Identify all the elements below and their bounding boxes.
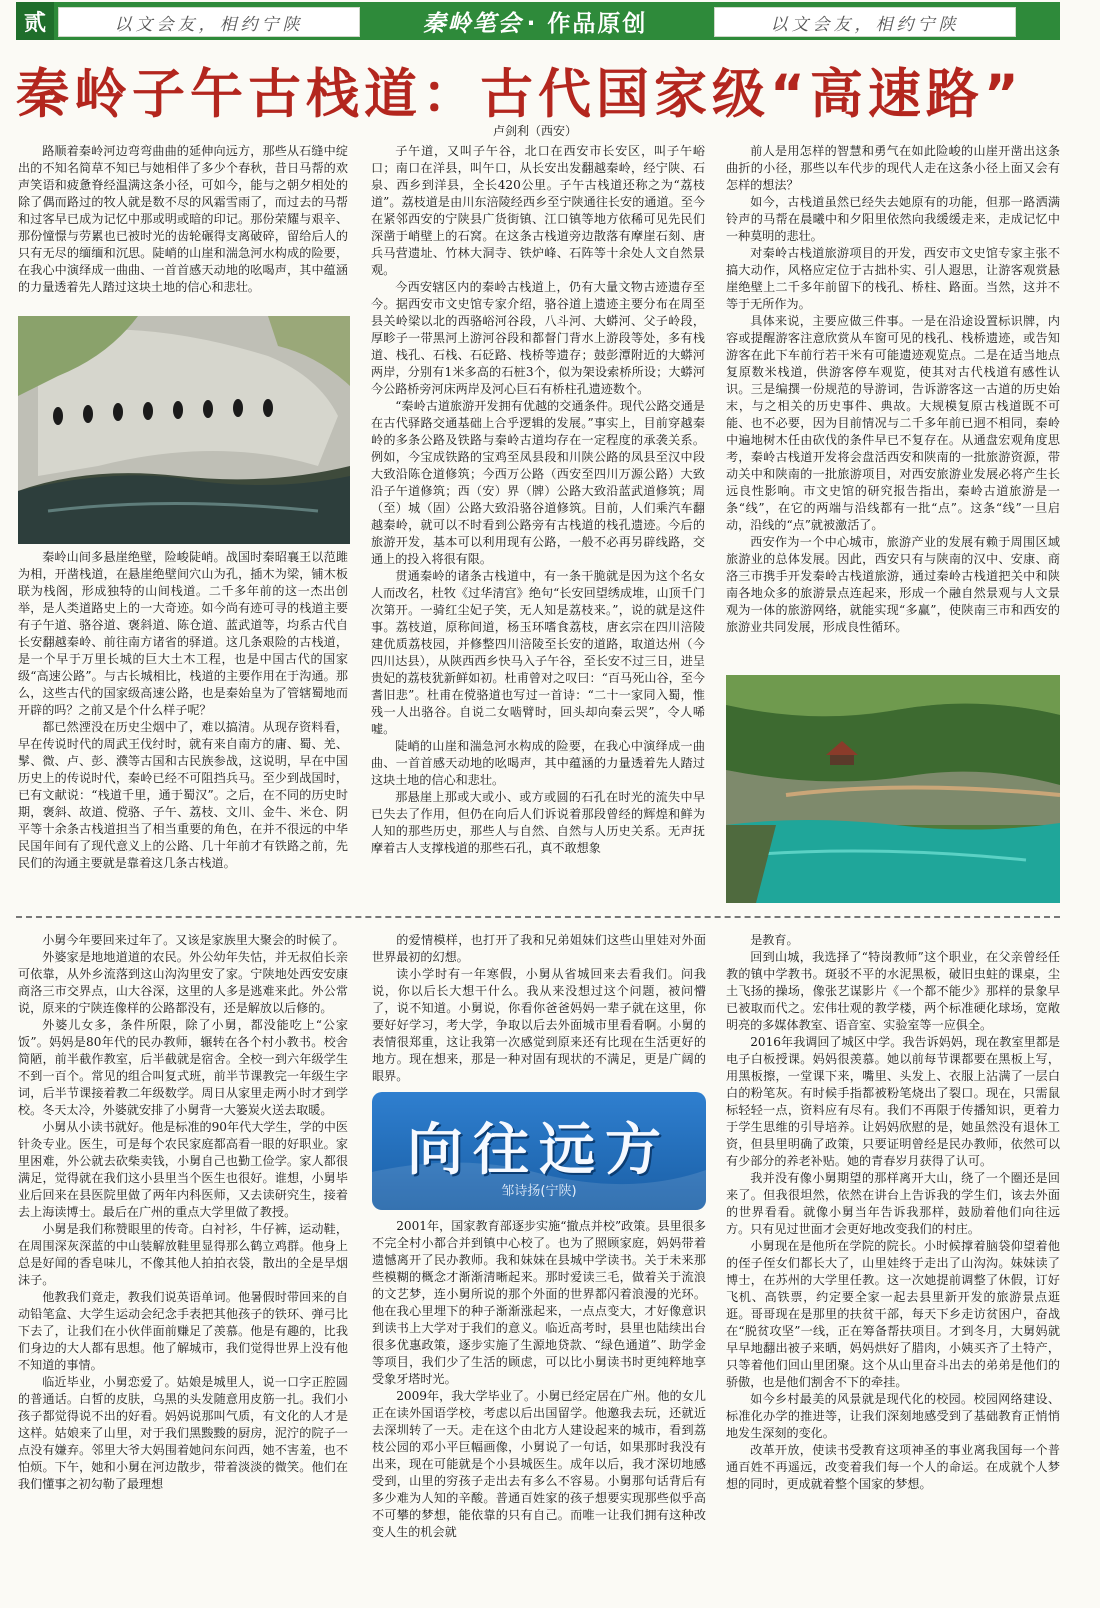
paragraph: 贯通秦岭的诸条古栈道中，有一条干脆就是因为这个名女人而改名，杜牧《过华清宫》绝句“长安回望绣成堆，山顶千门次第开。一骑红尘妃子笑，无人知是荔枝来。”，说的就是这件事。荔枝道，原称间道，杨玉环嗜食荔枝，唐玄宗在四川涪陵建优质荔枝园，并修整四川涪陵至长安的道路，取道达州（今四川达县），从陕西西乡快马入子午谷，至长安不过三日，进呈贵妃的荔枝犹新鲜如初。杜甫曾对之叹曰：“百马死山谷，至今耆旧悲”。杜甫在傥骆道也写过一首诗：“二十一家同入蜀，惟残一人出骆谷。自说二女啮臂时，回头却向秦云哭”，令人唏嘘。 (371, 569, 705, 736)
paragraph: 具体来说，主要应做三件事。一是在沿途设置标识牌，内容或提醒游客注意欣赏从车窗可见的栈孔、栈桥遗迹，或告知游客在此下车前行若干米有可能遗迹观览点。二是在适当地点复原数米栈道，供游客停车观览，使其对古代栈道有感性认识。三是编撰一份规范的导游词，告诉游客这一古道的历史始末，与之相关的历史事件、典故。大规模复原古栈道既不可能、也不必要，因为目前情况与二千多年前已迥不相同，秦岭中遍地树木任由砍伐的条件早已不复存在。从通盘宏观角度思考，秦岭古栈道开发将会盘活西安和陕南的一批旅游资源，带动关中和陕南的一批旅游项目，对西安旅游业发展必将产生长远良性影响。市文史馆的研究报告指出，秦岭古道旅游是一条“线”，在它的两端与沿线都有一批“点”。这条“线”一旦启动，沿线的“点”就被激活了。 (726, 314, 1060, 532)
article2-column-1 (18, 932, 348, 1604)
paragraph: 西安作为一个中心城市，旅游产业的发展有赖于周围区域旅游业的总体发展。因此，西安只有与陕南的汉中、安康、商洛三市携手开发秦岭古栈道旅游，通过秦岭古栈道把关中和陕南各地众多的旅游景点连起来，形成一个融自然景观与人文景观为一体的旅游网络，就能实现“多赢”，使陕南三市和西安的旅游业共同发展，形成良性循环。 (726, 535, 1060, 634)
paragraph: 的爱情模样，也打开了我和兄弟姐妹们这些山里娃对外面世界最初的幻想。 (372, 933, 706, 964)
paragraph: 外婆儿女多，条件所限，除了小舅，都没能吃上“公家饭”。妈妈是80年代的民办教师，辗转在各个村小教书。校舍简陋，前半截作教室，后半截就是宿舍。全校一到六年级学生不到一百个。常见的组合叫复式班，前半节课教完一年级生字词，后半节课接着教二年级数学。周日从家里走两小时才到学校。冬天太冷，外婆就安排了小舅背一大篓炭火送去取暖。 (18, 1018, 348, 1117)
paragraph: 我并没有像小舅期望的那样离开大山，绕了一个圈还是回来了。但我很坦然，依然在讲台上告诉我的学生们，该去外面的世界看看。就像小舅当年告诉我那样，鼓励着他们向往远方。只有见过世面才会更好地改变我们的村庄。 (726, 1171, 1060, 1236)
article-byline: 卢剑利（西安） (493, 124, 578, 138)
section-heading (360, 2, 710, 40)
section-name: · 作品原创 (526, 10, 648, 37)
paragraph: “秦岭古道旅游开发拥有优越的交通条件。现代公路交通是在古代驿路交通基础上合乎逻辑的发展。”事实上，目前穿越秦岭的多条公路及铁路与秦岭古道均存在一定程度的承袭关系。例如，今宝成铁路的宝鸡至凤县段和川陕公路的凤县至汉中段大致沿陈仓道修筑；今西万公路（西安至四川万源公路）大致沿子午道修筑；西（安）界（牌）公路大致沿蓝武道修筑；周（至）城（固）公路大致沿骆谷道修筑。目前，人们乘汽车翻越秦岭，就可以不时看到公路旁有古栈道的栈孔遗迹。今后的旅游开发，基本可以利用现有公路，一般不必再另辟线路，交通上的投入将很有限。 (371, 399, 705, 566)
paragraph: 前人是用怎样的智慧和勇气在如此险峻的山崖开凿出这条曲折的小径，那些以车代步的现代人走在这条小径上面又会有怎样的想法？ (726, 144, 1060, 192)
paragraph: 秦岭山间多悬崖绝壁，险峻陡峭。战国时秦昭襄王以范雎为相，开凿栈道，在悬崖绝壁间穴山为孔，插木为梁，铺木板联为栈阁，形成独特的山间栈道。二千多年前的这一杰出创举，是人类道路史上的一大奇迹。如今尚有迹可寻的栈道主要有子午道、骆谷道、褒斜道、陈仓道、蓝武道等，均系古代自长安翻越秦岭、前往南方诸省的驿道。这几条艰险的古栈道，是一个早于万里长城的巨大土木工程，也是中国古代的国家级“高速公路”。与古长城相比，栈道的主要作用在于沟通。那么，这些古代的国家级高速公路，也是秦始皇为了管辖蜀地而开辟的吗？之前又是个什么样子呢？ (18, 550, 348, 717)
paragraph: 子午道，又叫子午谷，北口在西安市长安区，叫子午峪口；南口在洋县，叫午口，从长安出发翻越秦岭，经宁陕、石泉、西乡到洋县，全长420公里。子午古栈道还称之为“荔枝道”。荔枝道是由川东涪陵经西乡至宁陕通往长安的通道。至今在紧邻西安的宁陕县广货街镇、江口镇等地方依稀可见先民们深凿于峭壁上的石窝。在这条古栈道旁边散落有摩崖石刻、唐兵马营遗址、竹林大洞寺、铁炉峰、石阵等十余处人文自然景观。 (371, 144, 705, 277)
paragraph: 那悬崖上那或大或小、或方或圆的石孔在时光的流失中早已失去了作用，但仍在向后人们诉说着那段曾经的辉煌和鲜为人知的那些历史，那些人与自然、自然与人历史关系。无声抚摩着古人支撑栈道的那些石孔，真不敢想象 (371, 790, 705, 855)
paragraph: 小舅现在是他所在学院的院长。小时候撑着脑袋仰望着他的侄子侄女们都长大了，山里娃终于走出了山沟沟。妹妹读了博士，在苏州的大学里任教。这一次她提前调整了休假，订好飞机、高铁票，约定要全家一起去县里新开发的旅游景点逛逛。哥哥现在是那里的扶贫干部，每天下乡走访贫困户，奋战在“脱贫攻坚”一线，正在筹备帮扶项目。才到冬月，大舅妈就早早地翻出被子来晒，妈妈烘好了腊肉，小姨买齐了土特产，只等着他们回山里团聚。这个从山里奋斗出去的弟弟是他们的骄傲，也是他们割舍不下的牵挂。 (726, 1239, 1060, 1389)
brand-name: 秦岭笔会 (422, 9, 523, 37)
paragraph: 改革开放，使读书受教育这项神圣的事业离我国每一个普通百姓不再遥远，改变着我们每一个人的命运。在成就个人梦想的同时，更成就着整个国家的梦想。 (726, 1443, 1060, 1491)
slogan-left: 以文会友，相约宁陕 (58, 7, 360, 37)
article2-column-2-bottom (372, 1218, 706, 1604)
paragraph: 陡峭的山崖和湍急河水构成的险要，在我心中演绎成一曲曲、一首首感天动地的吆喝声，其中蕴涵的力量透着先人踏过这块土地的信心和悲壮。 (371, 739, 705, 787)
paragraph: 对秦岭古栈道旅游项目的开发，西安市文史馆专家主张不搞大动作，风格应定位于古拙朴实、引人遐思，让游客观赏悬崖绝壁上二千多年前留下的栈孔、桥柱、路面。当然，这并不等于无所作为。 (726, 246, 1060, 311)
article1-column-3 (726, 143, 1060, 670)
paragraph: 是教育。 (750, 933, 799, 947)
article1-column-1-bottom (18, 549, 348, 909)
slogan-right: 以文会友，相约宁陕 (714, 7, 1016, 37)
paragraph: 2016年我调回了城区中学。我告诉妈妈，现在教室里都是电子白板授课。妈妈很羡慕。她以前每节课都要在黑板上写，用黑板擦，一堂课下来，嘴里、头发上、衣服上沾满了一层白白的粉笔灰。有时候手指都被粉笔烧出了裂口。现在，只需鼠标轻轻一点，资料应有尽有。我们不再限于传播知识，更着力于学生思维的引导培养。让妈妈欣慰的是，她虽然没有退休工资，但县里明确了政策，只要证明曾经是民办教师，依然可以有少部分的养老补贴。她的青春岁月获得了认可。 (726, 1035, 1060, 1168)
paragraph: 小舅是我们称赞眼里的传奇。白衬衫，牛仔裤，运动鞋，在周围深灰深蓝的中山装解放鞋里显得那么鹤立鸡群。他身上总是好闻的香皂味儿，不像其他人拍拍衣袋，散出的全是旱烟沫子。 (18, 1222, 348, 1287)
article2-title-banner (372, 1092, 706, 1210)
paragraph: 小舅今年要回来过年了。又该是家族里大聚会的时候了。 (42, 933, 345, 947)
cliff-plank-holes-photo (18, 316, 350, 544)
article1-column-2 (371, 143, 705, 909)
paragraph: 外婆家是地地道道的农民。外公幼年失怙，并无叔伯长亲可依靠，从外乡流落到这山沟沟里安了家。宁陕地处西安安康商洛三市交界点，山大谷深，这里的人多是逃难来此。外公常说，原来的宁陕连像样的公路都没有，还是解放以后修的。 (18, 950, 348, 1015)
article1-column-1-top (18, 143, 348, 313)
paragraph: 今西安辖区内的秦岭古栈道上，仍有大量文物古迹遗存至今。据西安市文史馆专家介绍，骆谷道上遗迹主要分布在周至县关岭梁以北的西骆峪河谷段，八斗河、大蟒河、父子岭段，厚畛子一带黑河上游河谷段和都督门背水上游段等处，多有栈道、栈孔、石栈、石砭路、栈桥等遗存；鼓彭潭附近的大蟒河两岸，分别有1米多高的石桩3个，似为架设索桥所设；大蟒河今公路桥旁河床两岸及河心巨石有桥柱孔遗迹数个。 (371, 280, 705, 396)
article2-byline: 邹诗扬(宁陕) (501, 1184, 577, 1199)
paragraph: 路顺着秦岭河边弯弯曲曲的延伸向远方，那些从石缝中绽出的不知名简草不知已与她相伴了多少个春秋，昔日马帮的欢声笑语和疲惫脊经温满这条小径，可如今，能与之朝夕相处的除了偶而路过的牧人就是数不尽的风霜雪雨了，而过去的马帮和过客早已成为记忆中那或明或暗的印记。那份荣耀与艰辛、那份憧憬与劳累也已被时光的齿轮碾得支离破碎，留给后人的只有无尽的缅缅和沉思。陡峭的山崖和湍急河水构成的险要，在我心中演绎成一曲曲、一首首感天动地的吆喝声，其中蕴涵的力量透着先人踏过这块土地的信心和悲壮。 (18, 144, 348, 294)
paragraph: 他教我们竟走，教我们说英语单词。他暑假时带回来的自动铅笔盒、大学生运动会纪念手表把其他孩子的铁环、弹弓比下去了，让我们在小伙伴面前赚足了羡慕。他是有趣的，比我们身边的大人都有思想。他了解城市，我们觉得世界上没有他不知道的事情。 (18, 1290, 348, 1372)
gorge-plank-road-photo (726, 675, 1060, 903)
paragraph: 都已然湮没在历史尘烟中了，难以搞清。从现存资料看，早在传说时代的周武王伐纣时，就有来自南方的庸、蜀、羌、髳、微、卢、彭、濮等古国和古民族参战，这说明，早在中国历史上的传说时代，秦岭已经不可阻挡兵马。至少到战国时，已有文献说：“栈道千里，通于蜀汉”。之后，在不同的历史时期，褒斜、故道、傥骆、子午、荔枝、文川、金牛、米仓、阴平等十余条古栈道担当了相当重要的角色，在并不很远的中华民国年间有了现代意义上的公路、几十年前才有铁路之前，先民们的沟通主要就是靠着这几条古栈道。 (18, 720, 348, 870)
article2-column-2-top (372, 932, 706, 1086)
section-divider (16, 916, 1060, 918)
paragraph: 2001年，国家教育部逐步实施“撤点并校”政策。县里很多不完全村小都合并到镇中心校了。也为了照顾家庭，妈妈带着遗憾离开了民办教师。我和妹妹在县城中学读书。关于未来那些模糊的概念才渐渐清晰起来。那时爱读三毛，做着关于流浪的文艺梦，连小舅所说的那个外面的世界都闪着浪漫的光环。他在我心里埋下的种子渐渐涨起来，一点点变大，才好像意识到读书上大学对于我们的意义。临近高考时，县里也陆续出台很多优惠政策，逐步实施了生源地贷款、“绿色通道”、助学金等项目，我们少了生活的顾虑，可以比小舅读书时更纯粹地享受象牙塔时光。 (372, 1219, 706, 1386)
paragraph: 回到山城，我选择了“特岗教师”这个职业，在父亲曾经任教的镇中学教书。斑驳不平的水泥黑板，破旧虫蛀的课桌，尘土飞扬的操场，像张艺谋影片《一个都不能少》那样的景象早已被取而代之。宏伟壮观的教学楼，两个标准硬化球场，宽敞明亮的多媒体教室、语音室、实验室等一应俱全。 (726, 950, 1060, 1032)
paragraph: 如今乡村最美的风景就是现代化的校园。校园网络建设、标准化办学的推进等，让我们深刻地感受到了基础教育正悄悄地发生深刻的变化。 (726, 1392, 1060, 1440)
paragraph: 2009年，我大学毕业了。小舅已经定居在广州。他的女儿正在读外国语学校，考虑以后出国留学。他邀我去玩，还就近去深圳转了一天。走在这个由北方人建设起来的城市，看到荔枝公园的邓小平巨幅画像，小舅说了一句话，如果那时我没有出来，现在可能就是个小县城医生。成年以后，我才深切地感受到，山里的穷孩子走出去有多么不容易。小舅那句话背后有多少难为人知的辛酸。普通百姓家的孩子想要实现那些似乎高不可攀的梦想，能依靠的只有自己。而唯一让我们拥有这种改变人生的机会就 (372, 1389, 706, 1539)
paragraph: 如今，古栈道虽然已经失去她原有的功能，但那一路洒满铃声的马帮在晨曦中和夕阳里依然向我缓缓走来，走成记忆中一种莫明的悲壮。 (726, 195, 1060, 243)
paragraph: 临近毕业，小舅恋爱了。姑娘是城里人，说一口字正腔圆的普通话。白皙的皮肤，乌黑的头发随意用皮筋一扎。我们小孩子都觉得说不出的好看。妈妈说那叫气质，有文化的人才是这样。姑娘来了山里，对于我们黑黢黢的厨房，泥泞的院子一点没有嫌弃。邻里大爷大妈围着她问东问西，她不害羞，也不怕烦。下午，她和小舅在河边散步，带着淡淡的微笑。他们在我们懂事之初勾勒了最理想 (18, 1375, 348, 1491)
article-title: 秦岭子午古栈道：古代国家级“高速路” (16, 64, 1024, 125)
paragraph: 读小学时有一年寒假，小舅从省城回来去看我们。问我说，你以后长大想干什么。我从来没想过这个问题，被问懵了，说不知道。小舅说，你看你爸爸妈妈一辈子就在这里，你要好好学习，考大学，争取以后去外面城市里看看啊。小舅的表情很郑重，这让我第一次感觉到原来还有比现在生活更好的地方。现在想来，那是一种对固有现状的不满足，更是广阔的眼界。 (372, 967, 706, 1083)
paragraph: 小舅从小读书就好。他是标准的90年代大学生，学的中医针灸专业。医生，可是每个农民家庭都高看一眼的好职业。家里困难，外公就去砍柴卖钱，小舅自己也勤工俭学。家人都很满足，觉得就在我们这小县里当个医生也很好。谁想，小舅毕业后回来在县医院里做了两年内科医师，又去读研究生，接着去上海读博士。最后在广州的重点大学里做了教授。 (18, 1120, 348, 1219)
article2-column-3 (726, 932, 1060, 1604)
page-number: 贰 (16, 2, 54, 40)
article2-title: 向往远方 (407, 1118, 671, 1183)
